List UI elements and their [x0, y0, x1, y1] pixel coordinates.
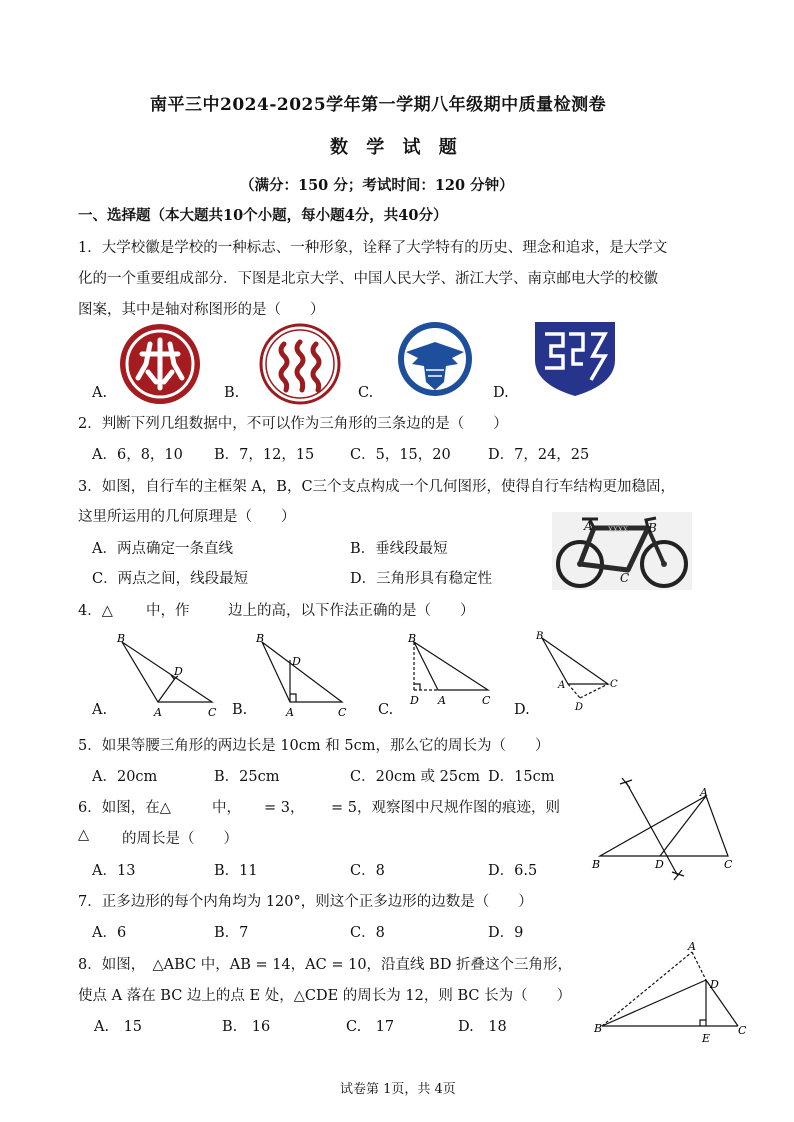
q7-stem: 7．正多边形的每个内角均为 120°，则这个正多边形的边数是（ ） [78, 894, 533, 910]
q8-option-b[interactable]: B. 16 [222, 1019, 271, 1035]
q4-figure-d [530, 630, 630, 715]
q4b-label-d: D [292, 655, 301, 668]
q6-option-c[interactable]: C．8 [350, 863, 385, 879]
q3-option-c[interactable]: C．两点之间，线段最短 [92, 571, 249, 587]
q4c-label-b: B [408, 632, 417, 645]
q4b-label-c: C [338, 706, 347, 719]
q6-stem-d: = 5，观察图中尺规作图的痕迹，则 [331, 800, 560, 816]
section-heading: 一、选择题（本大题共10个小题，每小题4分，共40分） [78, 207, 448, 224]
q4d-label-d: D [575, 702, 584, 713]
bicycle-brand: XXXX [608, 526, 628, 534]
bicycle-label-b: B [648, 521, 657, 535]
q2-stem: 2．判断下列几组数据中，不可以作为三角形的三条边的是（ ） [78, 416, 508, 432]
q4-stem-b: 中，作 [146, 603, 190, 619]
subject-title: 数 学 试 题 [330, 137, 463, 158]
q6-label-d: D [655, 858, 664, 871]
bicycle-label-a: A [584, 519, 593, 533]
q4d-label-a: A [558, 680, 566, 691]
q6-label-a: A [700, 786, 708, 799]
q7-option-d[interactable]: D．9 [488, 925, 524, 941]
q3-option-a[interactable]: A．两点确定一条直线 [92, 541, 233, 557]
q4-figure-c [400, 630, 500, 715]
renmin-university-emblem [258, 322, 342, 406]
q4d-label-c: C [610, 679, 618, 690]
q2-option-b[interactable]: B．7，12，15 [214, 447, 315, 463]
q5-option-a[interactable]: A．20cm [92, 769, 158, 785]
q4a-label-d: D [174, 665, 183, 678]
q4-stem-c: 边上的高，以下作法正确的是（ ） [228, 603, 475, 619]
q8-line1: 8．如图， △ABC 中，AB = 14，AC = 10，沿直线 BD 折叠这个三角形， [78, 957, 573, 973]
q7-option-c[interactable]: C．8 [350, 925, 385, 941]
q1-option-a[interactable]: A. [92, 385, 108, 401]
q4-option-d[interactable]: D. [514, 702, 530, 718]
q5-option-c[interactable]: C．20cm 或 25cm [350, 769, 480, 785]
q4a-label-c: C [208, 706, 217, 719]
q2-option-a[interactable]: A．6，8，10 [92, 447, 183, 463]
q6-label-c: C [724, 858, 733, 871]
q8-label-c: C [738, 1024, 747, 1037]
q6-stem-a: 6．如图，在△ [78, 800, 171, 816]
exam-info: （满分：150 分；考试时间：120 分钟） [240, 177, 514, 194]
q6-option-d[interactable]: D．6.5 [488, 863, 538, 879]
q8-option-a[interactable]: A. 15 [94, 1019, 143, 1035]
q4a-label-a: A [154, 706, 162, 719]
zhejiang-university-emblem [396, 320, 474, 398]
q1-option-b[interactable]: B. [224, 385, 240, 401]
q5-option-b[interactable]: B．25cm [214, 769, 280, 785]
q8-label-e: E [702, 1032, 711, 1045]
q6-stem-c: = 3， [264, 800, 305, 816]
q8-label-b: B [594, 1022, 603, 1035]
q6-figure [588, 774, 748, 884]
q4-stem-a: 4．△ [78, 603, 113, 619]
q2-option-c[interactable]: C．5，15，20 [350, 447, 451, 463]
q5-stem: 5．如果等腰三角形的两边长是 10cm 和 5cm，那么它的周长为（ ） [78, 738, 550, 754]
q5-option-d[interactable]: D．15cm [488, 769, 555, 785]
q8-label-a: A [688, 940, 696, 953]
peking-university-emblem [118, 322, 202, 406]
q2-option-d[interactable]: D．7，24，25 [488, 447, 590, 463]
nupt-university-emblem [533, 320, 617, 398]
bicycle-figure [552, 512, 692, 590]
q1-option-c[interactable]: C. [358, 385, 374, 401]
q4c-label-c: C [482, 694, 491, 707]
q6-line2-a: △ [78, 827, 90, 843]
q3-option-b[interactable]: B．垂线段最短 [350, 541, 448, 557]
page-footer: 试卷第 1页，共 4页 [340, 1082, 456, 1097]
q6-stem-b: 中， [212, 800, 241, 816]
q1-option-d[interactable]: D. [493, 385, 509, 401]
q4-option-a[interactable]: A. [92, 702, 108, 718]
q6-option-a[interactable]: A．13 [92, 863, 136, 879]
q6-line2-b: 的周长是（ ） [122, 831, 238, 847]
q8-figure [588, 938, 758, 1050]
q4a-label-b: B [117, 632, 126, 645]
q4b-label-b: B [256, 632, 265, 645]
q4d-label-b: B [536, 631, 544, 642]
q7-option-a[interactable]: A．6 [92, 925, 127, 941]
q4-figure-b [250, 630, 360, 720]
q8-line2: 使点 A 落在 BC 边上的点 E 处，△CDE 的周长为 12，则 BC 长为（ ） [78, 988, 572, 1004]
q3-option-d[interactable]: D．三角形具有稳定性 [350, 571, 493, 587]
exam-title: 南平三中2024-2025学年第一学期八年级期中质量检测卷 [150, 95, 607, 115]
q1-line1: 1．大学校徽是学校的一种标志、一种形象，诠释了大学特有的历史、理念和追求，是大学文 [78, 240, 668, 256]
q1-line3: 图案，其中是轴对称图形的是（ ） [78, 302, 325, 318]
q4b-label-a: A [286, 706, 294, 719]
q3-line1: 3．如图，自行车的主框架 A，B，C三个支点构成一个几何图形，使得自行车结构更加稳固， [78, 479, 676, 495]
q6-option-b[interactable]: B．11 [214, 863, 258, 879]
q8-option-c[interactable]: C. 17 [346, 1019, 395, 1035]
q8-label-d: D [710, 978, 719, 991]
q3-line2: 这里所运用的几何原理是（ ） [78, 509, 296, 525]
q4-option-b[interactable]: B. [232, 702, 248, 718]
q6-label-b: B [592, 858, 601, 871]
q8-option-d[interactable]: D. 18 [458, 1019, 507, 1035]
q4-figure-a [110, 630, 225, 720]
q1-line2: 化的一个重要组成部分．下图是北京大学、中国人民大学、浙江大学、南京邮电大学的校徽 [78, 271, 658, 287]
q7-option-b[interactable]: B．7 [214, 925, 249, 941]
q4c-label-a: A [438, 694, 446, 707]
q4-option-c[interactable]: C. [378, 702, 394, 718]
bicycle-label-c: C [620, 571, 630, 585]
q4c-label-d: D [410, 694, 419, 707]
